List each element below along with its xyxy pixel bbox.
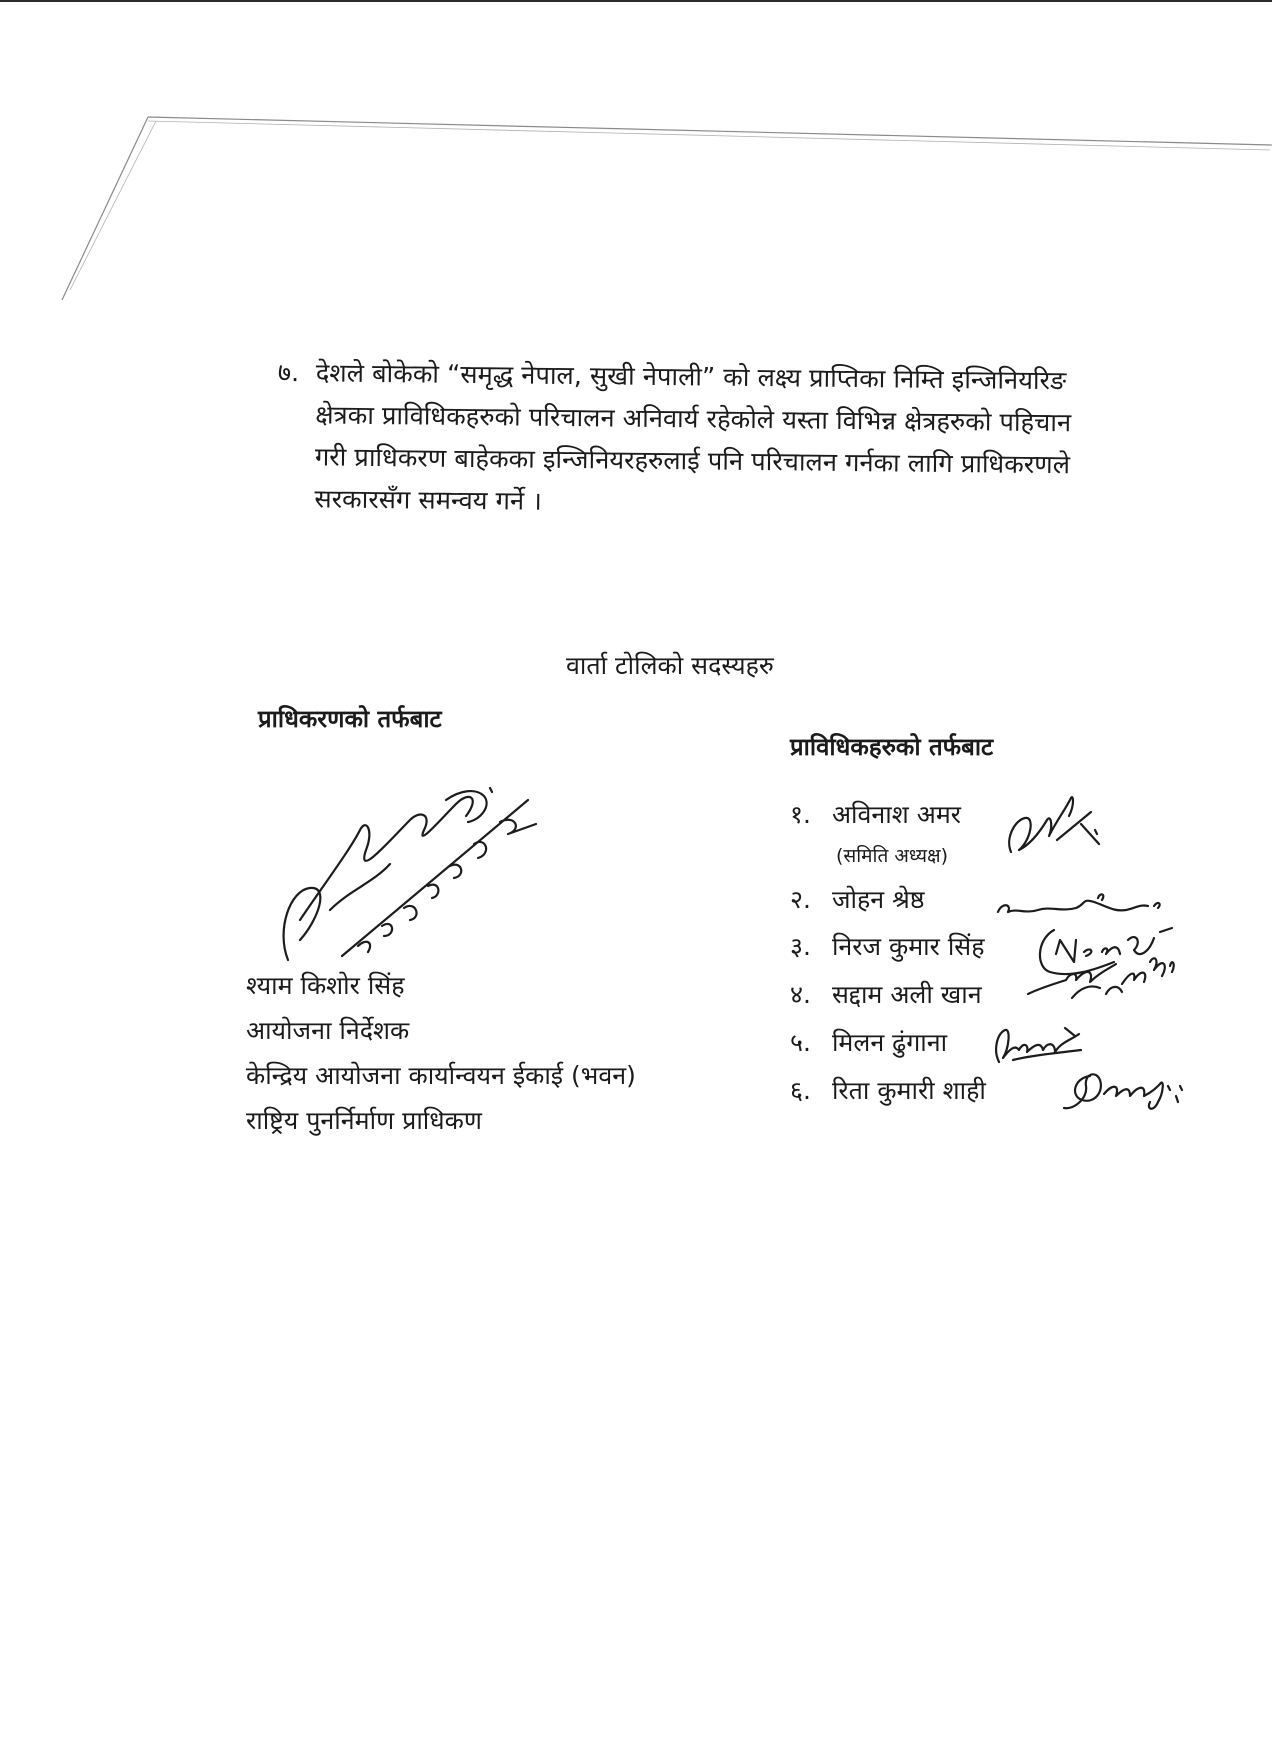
technician-side-title: प्राविधिकहरुको तर्फबाट [790, 733, 994, 761]
signature-member-2 [990, 888, 1170, 928]
member-name: जोहन श्रेष्ठ [831, 885, 925, 914]
authority-signatory [246, 963, 636, 1143]
clause-seven [276, 352, 1178, 529]
member-role: (समिति अध्यक्ष) [836, 845, 949, 867]
signature-member-5 [985, 1020, 1095, 1070]
member-number: १. [790, 800, 811, 829]
member-name: अविनाश अमर [831, 800, 962, 829]
member-number: ५. [790, 1028, 811, 1057]
member-2 [790, 882, 925, 916]
member-name: मिलन ढुंगाना [831, 1028, 948, 1057]
signature-member-6 [1060, 1062, 1190, 1122]
clause-line-2: क्षेत्रका प्राविधिकहरुको परिचालन अनिवार्य रहेकोले यस्ता विभिन्न क्षेत्रहरुको पहिचान [315, 400, 1072, 439]
signature-member-3 [1030, 910, 1180, 1000]
member-4 [790, 977, 982, 1011]
member-3 [790, 929, 984, 963]
team-members-heading: वार्ता टोलिको सदस्यहरु [566, 651, 774, 680]
member-number: २. [790, 885, 811, 914]
member-name: निरज कुमार सिंह [831, 932, 985, 961]
signatory-organization: राष्ट्रिय पुनर्निर्माण प्राधिकण [246, 1106, 482, 1135]
clause-line-1: देशले बोकेको “समृद्ध नेपाल, सुखी नेपाली” को लक्ष्य प्राप्तिका निम्ति इन्जिनियरिङ [315, 358, 1067, 397]
signatory-office: केन्द्रिय आयोजना कार्यान्वयन ईकाई (भवन) [246, 1061, 636, 1090]
member-number: ६. [790, 1076, 811, 1105]
signatory-designation: आयोजना निर्देशक [246, 1016, 410, 1045]
signature-member-4 [1020, 958, 1140, 1008]
member-6 [790, 1073, 986, 1107]
member-number: ४. [790, 980, 811, 1009]
member-1 [790, 797, 962, 867]
authority-side-title: प्राधिकरणको तर्फबाट [258, 705, 442, 733]
member-name: रिता कुमारी शाही [831, 1076, 986, 1105]
signatory-name: श्याम किशोर सिंह [246, 971, 405, 1000]
clause-line-3: गरी प्राधिकरण बाहेकका इन्जिनियरहरुलाई पनि परिचालन गर्नका लागि प्राधिकरणले [314, 442, 1071, 481]
member-name: सद्दाम अली खान [831, 980, 982, 1009]
clause-number: ७. [277, 357, 300, 389]
member-5 [790, 1025, 947, 1059]
clause-line-4: सरकारसँग समन्वय गर्ने । [314, 484, 543, 517]
signature-member-1 [995, 790, 1105, 870]
authority-signature [270, 770, 550, 970]
member-number: ३. [790, 932, 811, 961]
